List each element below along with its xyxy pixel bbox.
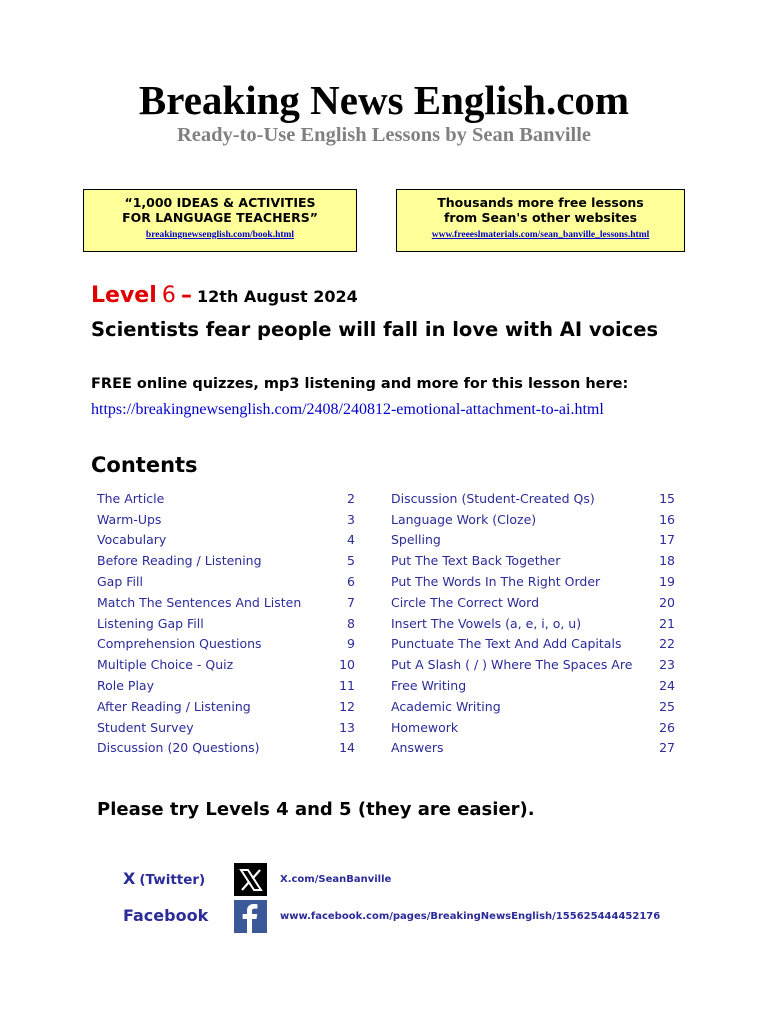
contents-item-label: Comprehension Questions <box>97 636 262 652</box>
contents-item-page: 25 <box>659 698 675 714</box>
contents-item-label: Student Survey <box>97 719 194 735</box>
contents-item-page: 12 <box>339 698 355 714</box>
contents-item-label: Gap Fill <box>97 574 143 590</box>
contents-item-label: After Reading / Listening <box>97 698 251 714</box>
other-sites-promo-box <box>396 189 685 252</box>
facebook-page-link[interactable]: www.facebook.com/pages/BreakingNewsEnglish/155625444452176 <box>280 911 661 922</box>
site-subtitle: Ready-to-Use English Lessons by Sean Banville <box>176 124 592 146</box>
contents-item[interactable] <box>391 634 675 655</box>
contents-item[interactable] <box>97 592 355 613</box>
contents-item-page: 26 <box>659 719 675 735</box>
contents-item-page: 6 <box>347 574 355 590</box>
contents-item[interactable] <box>391 675 675 696</box>
x-twitter-text: (Twitter) <box>139 872 206 888</box>
contents-item[interactable] <box>391 488 675 509</box>
contents-heading: Contents <box>91 453 198 477</box>
contents-item[interactable] <box>391 696 675 717</box>
contents-item[interactable] <box>391 530 675 551</box>
contents-item-label: Warm-Ups <box>97 511 162 527</box>
level-number: 6 <box>161 283 176 308</box>
contents-item-page: 11 <box>339 678 355 694</box>
book-promo-line-2: FOR LANGUAGE TEACHERS” <box>122 210 318 225</box>
contents-item[interactable] <box>391 592 675 613</box>
other-sites-line-2: from Sean's other websites <box>443 210 638 225</box>
contents-item[interactable] <box>97 509 355 530</box>
facebook-label: Facebook <box>123 906 209 925</box>
contents-item-page: 2 <box>347 490 355 506</box>
contents-item-page: 19 <box>659 574 675 590</box>
contents-item[interactable] <box>97 654 355 675</box>
contents-item-page: 18 <box>659 553 675 569</box>
contents-item-page: 15 <box>659 490 675 506</box>
site-title-text: Breaking News English <box>138 77 546 123</box>
book-promo-line-1: “1,000 IDEAS & ACTIVITIES <box>124 195 316 210</box>
contents-item[interactable] <box>391 654 675 675</box>
contents-item-label: Put The Text Back Together <box>391 553 561 569</box>
x-profile-link[interactable]: X.com/SeanBanville <box>280 874 392 885</box>
contents-item-page: 23 <box>659 657 675 673</box>
lesson-date: 12th August 2024 <box>197 287 358 306</box>
contents-item-label: Before Reading / Listening <box>97 553 262 569</box>
contents-item[interactable] <box>97 488 355 509</box>
contents-item-label: Match The Sentences And Listen <box>97 594 302 610</box>
lesson-url-link[interactable]: https://breakingnewsenglish.com/2408/240812-emotional-attachment-to-ai.html <box>91 401 604 418</box>
contents-item-page: 13 <box>339 719 355 735</box>
contents-item-label: Listening Gap Fill <box>97 615 204 631</box>
x-logo-icon[interactable] <box>234 863 267 896</box>
contents-item-label: Language Work (Cloze) <box>391 511 537 527</box>
contents-item-page: 22 <box>659 636 675 652</box>
other-sites-link[interactable]: www.freeeslmaterials.com/sean_banville_lessons.html <box>431 230 650 240</box>
x-twitter-label <box>123 869 205 888</box>
contents-item-page: 3 <box>347 511 355 527</box>
site-title-suffix: .com <box>545 77 630 123</box>
contents-item-label: Vocabulary <box>97 532 167 548</box>
contents-item-label: Punctuate The Text And Add Capitals <box>391 636 622 652</box>
contents-item-label: Insert The Vowels (a, e, i, o, u) <box>391 615 582 631</box>
contents-item-page: 7 <box>347 594 355 610</box>
contents-item-label: Role Play <box>97 678 154 694</box>
contents-item-page: 14 <box>339 740 355 756</box>
contents-item[interactable] <box>97 571 355 592</box>
contents-item-label: Homework <box>391 719 459 735</box>
contents-item-page: 21 <box>659 615 675 631</box>
contents-item-label: Put The Words In The Right Order <box>391 574 601 590</box>
contents-item-label: Free Writing <box>391 678 467 694</box>
book-promo-link[interactable]: breakingnewsenglish.com/book.html <box>145 230 295 240</box>
other-sites-line-1: Thousands more free lessons <box>437 195 644 210</box>
free-resources-line: FREE online quizzes, mp3 listening and more for this lesson here: <box>91 376 629 392</box>
lesson-headline: Scientists fear people will fall in love with AI voices <box>91 318 659 341</box>
x-letter: X <box>123 869 136 888</box>
contents-item-label: Circle The Correct Word <box>391 594 540 610</box>
contents-item-page: 5 <box>347 553 355 569</box>
level-dash: – <box>180 283 192 308</box>
contents-item[interactable] <box>97 717 355 738</box>
contents-item-label: Academic Writing <box>391 698 501 714</box>
book-promo-box <box>83 189 357 252</box>
contents-item[interactable] <box>97 634 355 655</box>
contents-item-label: Spelling <box>391 532 441 548</box>
contents-item[interactable] <box>97 738 355 759</box>
contents-item-label: Answers <box>391 740 444 756</box>
contents-item-label: Discussion (Student-Created Qs) <box>391 490 595 506</box>
contents-right-column <box>391 488 675 758</box>
contents-item-page: 24 <box>659 678 675 694</box>
contents-item-page: 9 <box>347 636 355 652</box>
contents-item-label: Multiple Choice - Quiz <box>97 657 234 673</box>
level-heading <box>91 283 358 308</box>
contents-item[interactable] <box>391 717 675 738</box>
contents-item[interactable] <box>391 571 675 592</box>
contents-item[interactable] <box>97 530 355 551</box>
contents-item-page: 17 <box>659 532 675 548</box>
contents-item-page: 27 <box>659 740 675 756</box>
facebook-logo-icon[interactable] <box>234 900 267 933</box>
contents-item[interactable] <box>97 613 355 634</box>
contents-item-label: Put A Slash ( / ) Where The Spaces Are <box>391 657 633 673</box>
try-other-levels: Please try Levels 4 and 5 (they are easier). <box>97 799 535 820</box>
contents-item[interactable] <box>97 550 355 571</box>
contents-item-page: 8 <box>347 615 355 631</box>
contents-item-page: 10 <box>339 657 355 673</box>
contents-item-page: 20 <box>659 594 675 610</box>
contents-left-column <box>97 488 355 758</box>
contents-item[interactable] <box>97 675 355 696</box>
contents-item[interactable] <box>391 738 675 759</box>
contents-item[interactable] <box>391 550 675 571</box>
contents-item-page: 16 <box>659 511 675 527</box>
contents-item-label: Discussion (20 Questions) <box>97 740 260 756</box>
contents-item[interactable] <box>97 696 355 717</box>
contents-item[interactable] <box>391 613 675 634</box>
contents-item-page: 4 <box>347 532 355 548</box>
level-word: Level <box>91 283 157 308</box>
site-title <box>0 76 768 124</box>
contents-item[interactable] <box>391 509 675 530</box>
contents-item-label: The Article <box>97 490 165 506</box>
